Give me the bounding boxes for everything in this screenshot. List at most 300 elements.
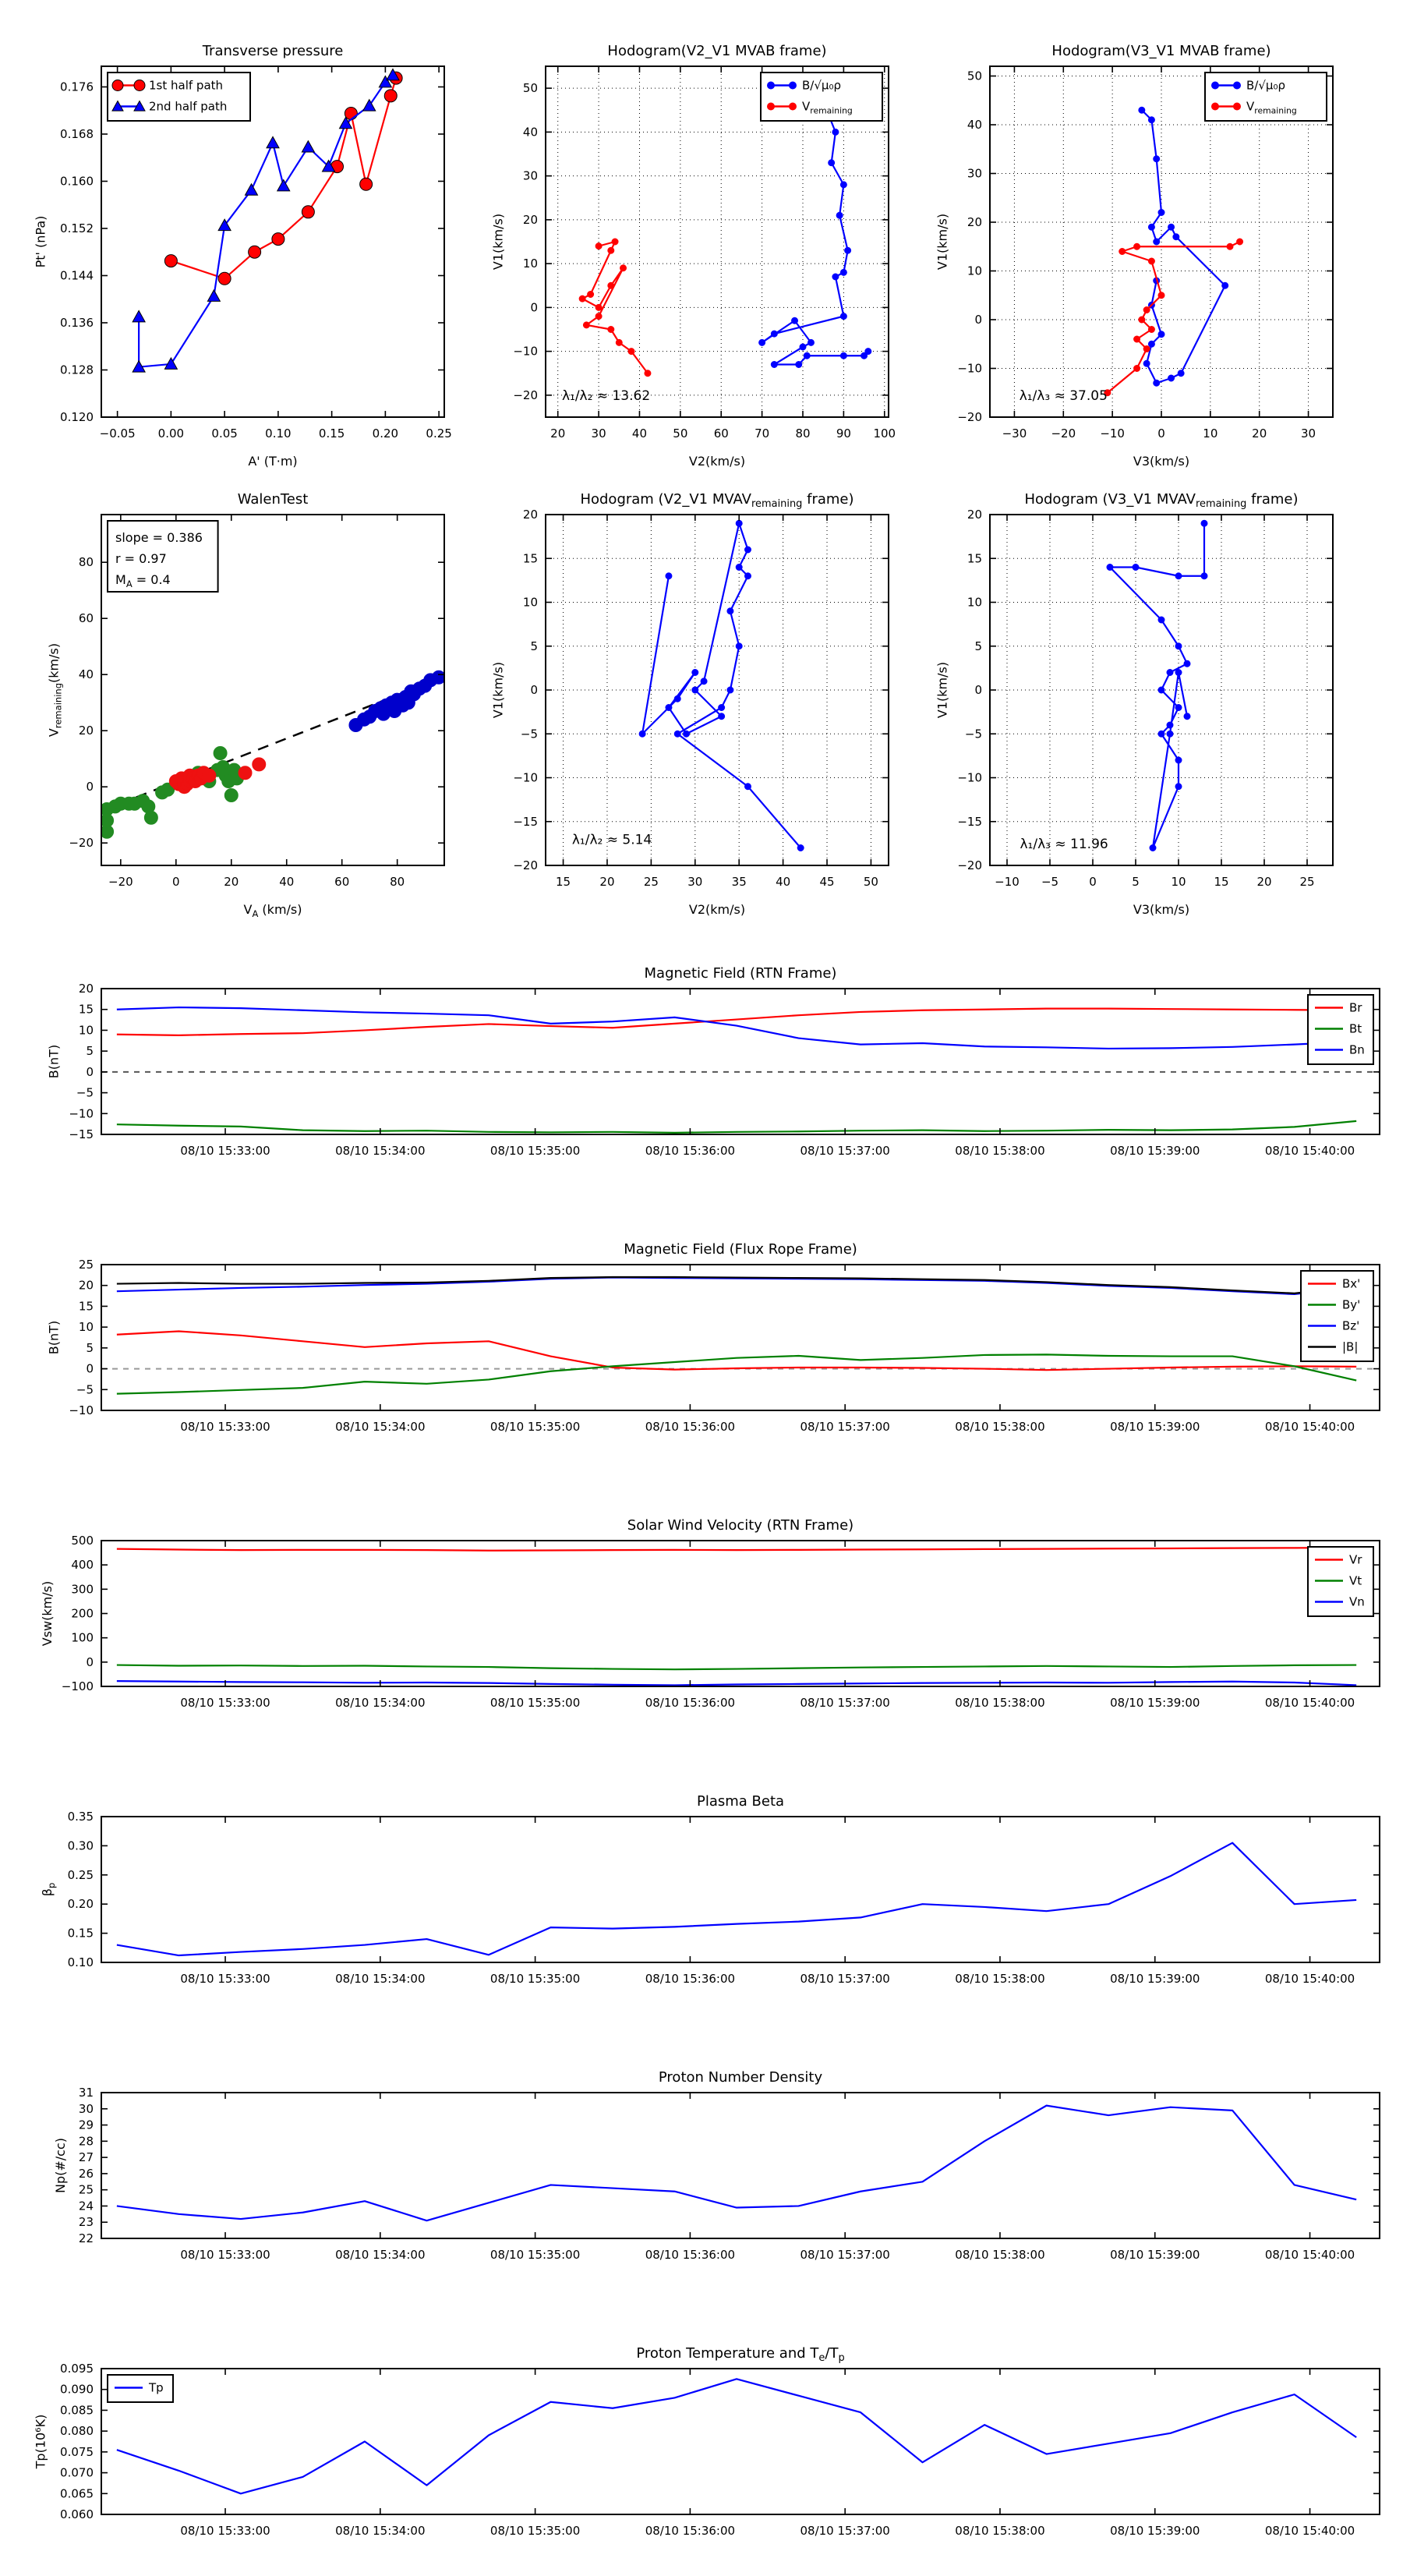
x-axis-label: A' (T·m) xyxy=(248,454,298,469)
dot-marker xyxy=(1167,722,1173,728)
series-group xyxy=(1104,107,1243,396)
y-tick-label: −15 xyxy=(513,814,538,829)
y-tick-label: 40 xyxy=(522,125,538,140)
y-tick-label: 0 xyxy=(86,1064,94,1079)
circle-marker xyxy=(302,206,314,218)
x-tick-label: −5 xyxy=(1041,875,1059,889)
legend-label: Tp xyxy=(149,2380,164,2395)
y-tick-label: 0 xyxy=(530,683,538,697)
dot-marker xyxy=(608,282,614,288)
y-tick-label: 300 xyxy=(71,1582,94,1597)
y-tick-label: 20 xyxy=(78,982,94,996)
chart-title: Hodogram(V2_V1 MVAB frame) xyxy=(607,43,827,59)
chart-vsw_rtn xyxy=(40,1517,1380,1710)
series-line xyxy=(762,101,868,365)
dot-marker xyxy=(804,352,810,359)
y-axis-label: Vsw(km/s) xyxy=(40,1580,55,1647)
y-tick-label: 0.25 xyxy=(67,1867,94,1882)
x-tick-label: 70 xyxy=(755,426,770,441)
x-tick-label: 08/10 15:33:00 xyxy=(180,1972,270,1986)
dot-marker xyxy=(790,103,797,110)
x-tick-label: 08/10 15:38:00 xyxy=(955,1144,1045,1158)
y-tick-label: 20 xyxy=(967,508,982,522)
y-tick-label: 30 xyxy=(967,166,982,181)
y-tick-label: 0.15 xyxy=(67,1926,94,1941)
dot-marker xyxy=(588,292,594,298)
circle-marker xyxy=(218,272,231,285)
circle-marker xyxy=(345,108,357,120)
dot-marker xyxy=(701,678,707,685)
dot-marker xyxy=(1175,757,1182,763)
y-tick-label: 20 xyxy=(967,215,982,229)
dot-marker xyxy=(1134,366,1140,372)
chart-title: Hodogram (V3_V1 $MVAV_{remaining}$ frame) xyxy=(1024,491,1299,510)
x-tick-label: 08/10 15:39:00 xyxy=(1110,1144,1200,1158)
dot-marker xyxy=(1148,258,1154,264)
series-group xyxy=(117,1548,1356,1685)
y-tick-label: 0 xyxy=(86,780,94,794)
dot-marker xyxy=(1148,327,1154,333)
dot-marker xyxy=(639,731,645,737)
x-tick-label: −0.05 xyxy=(99,426,136,441)
x-tick-label: 08/10 15:35:00 xyxy=(489,2524,581,2538)
x-tick-label: 08/10 15:39:00 xyxy=(1110,1972,1200,1986)
series-group xyxy=(117,2379,1356,2493)
y-axis-label: V1(km/s) xyxy=(935,213,950,271)
x-tick-label: 08/10 15:36:00 xyxy=(645,1144,736,1158)
dot-marker xyxy=(595,304,602,310)
x-tick-label: 08/10 15:37:00 xyxy=(800,1696,890,1710)
circle-marker xyxy=(388,705,401,718)
stats-line: $M_A = 0.4$ xyxy=(115,572,171,589)
y-tick-label: −5 xyxy=(76,1085,94,1100)
series-line xyxy=(1108,242,1240,393)
dot-marker xyxy=(744,784,751,790)
dot-marker xyxy=(1119,249,1126,255)
circle-marker xyxy=(432,671,445,684)
x-tick-label: 10 xyxy=(1171,875,1186,889)
dot-marker xyxy=(579,295,585,302)
dot-marker xyxy=(1134,336,1140,342)
y-tick-label: 23 xyxy=(78,2215,94,2230)
annotation: λ₁/λ₂ ≈ 13.62 xyxy=(561,387,651,404)
annotation: λ₁/λ₃ ≈ 11.96 xyxy=(1020,836,1108,852)
x-tick-label: 08/10 15:39:00 xyxy=(1110,2524,1200,2538)
chart-hodogram_v3v1_mvav xyxy=(935,491,1334,917)
y-tick-label: 0 xyxy=(974,683,982,697)
x-axis-label: V2(km/s) xyxy=(688,902,746,917)
legend-label: Br xyxy=(1349,1000,1362,1015)
dot-marker xyxy=(1175,670,1182,676)
x-tick-label: 08/10 15:36:00 xyxy=(645,1696,736,1710)
dot-marker xyxy=(832,129,839,135)
dot-marker xyxy=(1148,224,1154,230)
y-tick-label: 0.20 xyxy=(67,1897,94,1912)
axes-frame xyxy=(101,1541,1380,1686)
y-tick-label: 5 xyxy=(974,639,982,653)
dot-marker xyxy=(744,547,751,553)
circle-marker xyxy=(239,766,252,780)
y-tick-label: 80 xyxy=(78,555,94,570)
x-tick-label: 0 xyxy=(1089,875,1097,889)
x-tick-label: 08/10 15:35:00 xyxy=(489,1420,581,1434)
dot-marker xyxy=(1154,156,1160,162)
dot-marker xyxy=(808,339,814,345)
stats-line: slope = 0.386 xyxy=(115,530,203,545)
dot-marker xyxy=(616,339,622,345)
x-tick-label: 80 xyxy=(390,875,405,889)
triangle-marker xyxy=(207,290,220,301)
y-tick-label: 500 xyxy=(71,1534,94,1548)
x-tick-label: 08/10 15:34:00 xyxy=(335,1696,426,1710)
series-group xyxy=(117,1277,1359,1394)
dot-marker xyxy=(1143,307,1150,313)
y-axis-label: $V_{remaining}(km/s)$ xyxy=(46,642,64,738)
dot-marker xyxy=(1237,239,1243,245)
dot-marker xyxy=(768,103,775,110)
series-line xyxy=(1110,523,1204,847)
x-tick-label: 08/10 15:40:00 xyxy=(1264,1696,1355,1710)
y-tick-label: 0.075 xyxy=(60,2444,94,2459)
dot-marker xyxy=(595,243,602,249)
dot-marker xyxy=(1158,331,1164,338)
chart-title: Proton Temperature and $T_e/T_p$ xyxy=(636,2345,845,2364)
x-tick-label: 30 xyxy=(591,426,606,441)
x-axis-label: $V_A$ (km/s) xyxy=(243,902,302,919)
x-tick-label: 35 xyxy=(731,875,747,889)
annotation: λ₁/λ₂ ≈ 5.14 xyxy=(571,832,652,848)
series-group xyxy=(101,671,446,838)
dot-marker xyxy=(840,269,846,275)
y-tick-label: 10 xyxy=(522,257,538,271)
x-tick-label: 40 xyxy=(279,875,295,889)
chart-title: Hodogram(V3_V1 MVAB frame) xyxy=(1051,43,1271,59)
y-tick-label: 100 xyxy=(71,1630,94,1645)
dot-marker xyxy=(1175,784,1182,790)
legend-label: $V_{remaining}$ xyxy=(802,99,853,116)
x-tick-label: −20 xyxy=(1051,426,1076,441)
y-tick-label: 0.144 xyxy=(60,268,94,283)
dot-marker xyxy=(840,352,846,359)
chart-title: Proton Number Density xyxy=(658,2069,823,2086)
dot-marker xyxy=(583,322,589,328)
legend-label: Vr xyxy=(1349,1552,1362,1567)
circle-marker xyxy=(214,747,227,760)
y-tick-label: 200 xyxy=(71,1606,94,1621)
y-tick-label: 0.176 xyxy=(60,80,94,94)
dot-marker xyxy=(1167,731,1173,737)
legend-label: Bt xyxy=(1349,1021,1362,1036)
chart-hodogram_v3v1_mvab xyxy=(935,43,1334,469)
x-tick-label: 0.05 xyxy=(211,426,238,441)
chart-title: Transverse pressure xyxy=(202,43,344,59)
dot-marker xyxy=(1184,660,1190,667)
legend-label: Bn xyxy=(1349,1042,1365,1057)
x-tick-label: 08/10 15:35:00 xyxy=(489,1972,581,1986)
legend-label: |B| xyxy=(1342,1339,1359,1354)
dot-marker xyxy=(1175,643,1182,649)
chart-b_rtn xyxy=(47,965,1380,1158)
x-tick-label: 08/10 15:40:00 xyxy=(1264,1420,1355,1434)
y-tick-label: 25 xyxy=(78,2182,94,2197)
y-tick-label: 0.065 xyxy=(60,2486,94,2501)
x-tick-label: 08/10 15:35:00 xyxy=(489,1696,581,1710)
circle-marker xyxy=(164,255,177,267)
y-tick-label: −20 xyxy=(957,410,982,424)
y-tick-label: 10 xyxy=(78,1023,94,1038)
chart-b_fluxrope xyxy=(47,1241,1380,1434)
x-tick-label: 08/10 15:38:00 xyxy=(955,1420,1045,1434)
y-tick-label: 0.070 xyxy=(60,2465,94,2480)
dot-marker xyxy=(674,731,680,737)
dot-marker xyxy=(1168,375,1175,381)
triangle-marker xyxy=(363,100,376,111)
x-tick-label: 08/10 15:40:00 xyxy=(1264,1972,1355,1986)
x-tick-label: 08/10 15:35:00 xyxy=(489,2248,581,2262)
dot-marker xyxy=(1201,573,1207,579)
dot-marker xyxy=(1148,117,1154,123)
x-tick-label: 08/10 15:39:00 xyxy=(1110,1420,1200,1434)
annotation: λ₁/λ₃ ≈ 37.05 xyxy=(1019,387,1108,404)
dot-marker xyxy=(1134,243,1140,249)
y-tick-label: 0 xyxy=(530,300,538,315)
y-tick-label: 0.168 xyxy=(60,126,94,141)
y-tick-label: 15 xyxy=(78,1002,94,1017)
y-tick-label: −10 xyxy=(957,361,982,376)
dot-marker xyxy=(840,313,846,320)
series-line xyxy=(117,1665,1356,1670)
dot-marker xyxy=(790,82,797,89)
y-tick-label: −10 xyxy=(69,1106,94,1121)
x-axis-label: V2(km/s) xyxy=(688,454,746,469)
dot-marker xyxy=(1150,845,1156,851)
x-tick-label: 08/10 15:33:00 xyxy=(180,1144,270,1158)
stats-line: r = 0.97 xyxy=(115,551,167,566)
x-tick-label: 50 xyxy=(673,426,688,441)
dot-marker xyxy=(1158,292,1164,299)
chart-tp xyxy=(34,2345,1380,2538)
triangle-marker xyxy=(302,141,314,152)
triangle-marker xyxy=(164,358,177,369)
y-tick-label: 31 xyxy=(78,2086,94,2100)
chart-title: Magnetic Field (Flux Rope Frame) xyxy=(624,1241,857,1258)
x-tick-label: 08/10 15:33:00 xyxy=(180,1696,270,1710)
x-tick-label: 08/10 15:38:00 xyxy=(955,1972,1045,1986)
dot-marker xyxy=(865,349,871,355)
legend-label: 1st half path xyxy=(149,78,224,93)
x-tick-label: 20 xyxy=(224,875,239,889)
y-tick-label: 30 xyxy=(78,2101,94,2116)
y-tick-label: 29 xyxy=(78,2118,94,2132)
x-tick-label: 08/10 15:33:00 xyxy=(180,2524,270,2538)
series-line xyxy=(117,1007,1356,1049)
chart-title: Magnetic Field (RTN Frame) xyxy=(644,965,837,982)
y-tick-label: 20 xyxy=(522,212,538,227)
x-tick-label: 100 xyxy=(873,426,896,441)
legend-label: B/√μ₀ρ xyxy=(1246,78,1285,93)
x-tick-label: 10 xyxy=(1203,426,1218,441)
x-tick-label: 08/10 15:34:00 xyxy=(335,2248,426,2262)
dot-marker xyxy=(1212,82,1219,89)
chart-walen_test xyxy=(47,491,446,919)
y-axis-label: V1(km/s) xyxy=(935,661,950,719)
chart-title: WalenTest xyxy=(237,491,309,508)
dot-marker xyxy=(628,349,634,355)
y-tick-label: −10 xyxy=(513,770,538,785)
dot-marker xyxy=(1184,713,1190,720)
series-line xyxy=(117,1681,1356,1685)
y-tick-label: 400 xyxy=(71,1558,94,1573)
y-axis-label: Pt' (nPa) xyxy=(33,215,48,268)
y-tick-label: 0 xyxy=(86,1654,94,1669)
chart-title: Solar Wind Velocity (RTN Frame) xyxy=(627,1517,854,1534)
y-tick-label: −20 xyxy=(69,836,94,851)
y-axis-label: V1(km/s) xyxy=(490,213,506,271)
dot-marker xyxy=(836,212,843,218)
x-tick-label: 08/10 15:39:00 xyxy=(1110,1696,1200,1710)
dot-marker xyxy=(1158,210,1164,216)
y-tick-label: 15 xyxy=(522,551,538,566)
y-tick-label: 10 xyxy=(78,1320,94,1335)
y-tick-label: 0.128 xyxy=(60,363,94,377)
dot-marker xyxy=(674,695,680,702)
y-tick-label: 0.085 xyxy=(60,2403,94,2418)
dot-marker xyxy=(771,362,777,368)
series-line xyxy=(117,1354,1356,1393)
chart-title: Hodogram (V2_V1 $MVAV_{remaining}$ frame) xyxy=(580,491,854,510)
series-line xyxy=(117,1009,1356,1035)
x-tick-label: 08/10 15:40:00 xyxy=(1264,2248,1355,2262)
series-line xyxy=(642,523,800,847)
x-tick-label: 08/10 15:36:00 xyxy=(645,2524,736,2538)
y-axis-label: B(nT) xyxy=(46,1044,62,1079)
x-tick-label: 45 xyxy=(819,875,835,889)
dot-marker xyxy=(832,274,839,280)
dot-marker xyxy=(771,331,777,337)
x-tick-label: 08/10 15:37:00 xyxy=(800,1420,890,1434)
y-tick-label: 25 xyxy=(78,1258,94,1272)
circle-marker xyxy=(101,825,114,838)
y-tick-label: −5 xyxy=(520,727,538,741)
chart-transverse_pressure xyxy=(34,43,452,469)
x-tick-label: 40 xyxy=(631,426,648,441)
x-tick-label: 08/10 15:34:00 xyxy=(335,1972,426,1986)
y-tick-label: 0.060 xyxy=(60,2507,94,2521)
x-tick-label: 08/10 15:36:00 xyxy=(645,1972,736,1986)
dot-marker xyxy=(845,247,851,253)
x-tick-label: 08/10 15:39:00 xyxy=(1110,2248,1200,2262)
y-tick-label: −15 xyxy=(957,814,982,829)
x-tick-label: 25 xyxy=(643,875,659,889)
x-tick-label: 08/10 15:40:00 xyxy=(1264,1144,1355,1158)
y-axis-label: B(nT) xyxy=(46,1320,62,1355)
y-tick-label: 0.35 xyxy=(67,1810,94,1824)
y-tick-label: 50 xyxy=(522,81,538,96)
dot-marker xyxy=(1173,234,1179,240)
y-tick-label: 60 xyxy=(78,611,94,626)
y-tick-label: −10 xyxy=(69,1403,94,1417)
dot-marker xyxy=(1158,731,1164,737)
dot-marker xyxy=(1154,239,1160,245)
x-tick-label: 40 xyxy=(776,875,791,889)
x-tick-label: 20 xyxy=(599,875,615,889)
x-tick-label: 08/10 15:37:00 xyxy=(800,2248,890,2262)
x-tick-label: 50 xyxy=(863,875,878,889)
x-tick-label: 80 xyxy=(795,426,811,441)
x-tick-label: 30 xyxy=(687,875,703,889)
circle-marker xyxy=(249,246,261,258)
dot-marker xyxy=(1234,82,1241,89)
x-tick-label: 25 xyxy=(1299,875,1315,889)
y-axis-label: V1(km/s) xyxy=(490,661,506,719)
x-tick-label: 0 xyxy=(172,875,180,889)
x-tick-label: 08/10 15:38:00 xyxy=(955,2248,1045,2262)
series-line xyxy=(117,1548,1356,1551)
x-tick-label: 0.15 xyxy=(318,426,345,441)
series-group xyxy=(1107,520,1207,851)
x-tick-label: 08/10 15:37:00 xyxy=(800,1144,890,1158)
series-group xyxy=(117,1007,1356,1133)
dot-marker xyxy=(1139,107,1145,113)
dot-marker xyxy=(1227,243,1233,249)
dot-marker xyxy=(1168,224,1175,230)
y-tick-label: 50 xyxy=(967,69,982,83)
y-tick-label: 0.136 xyxy=(60,315,94,330)
dot-marker xyxy=(1158,687,1164,693)
y-tick-label: 0.30 xyxy=(67,1838,94,1853)
y-tick-label: 15 xyxy=(967,551,982,566)
chart-hodogram_v2v1_mvab xyxy=(491,43,896,469)
dot-marker xyxy=(792,317,798,324)
dot-marker xyxy=(800,344,806,350)
axes-frame xyxy=(101,2093,1380,2238)
series-line xyxy=(117,1843,1356,1955)
dot-marker xyxy=(645,370,651,377)
y-tick-label: 26 xyxy=(78,2166,94,2181)
y-tick-label: 20 xyxy=(78,1278,94,1293)
series-group xyxy=(117,1843,1356,1955)
y-tick-label: −15 xyxy=(69,1127,94,1141)
dot-marker xyxy=(719,705,725,711)
x-tick-label: −20 xyxy=(108,875,133,889)
legend-label: Vt xyxy=(1349,1573,1362,1588)
dot-marker xyxy=(692,670,698,676)
circle-marker xyxy=(253,758,266,771)
y-tick-label: 10 xyxy=(967,264,982,278)
x-tick-label: 08/10 15:36:00 xyxy=(645,1420,736,1434)
dot-marker xyxy=(736,520,742,526)
x-tick-label: 0 xyxy=(1157,426,1165,441)
dot-marker xyxy=(829,160,835,166)
dot-marker xyxy=(608,247,614,253)
y-tick-label: 40 xyxy=(78,667,94,682)
x-tick-label: 0.10 xyxy=(265,426,292,441)
dot-marker xyxy=(1139,317,1145,323)
x-axis-label: V3(km/s) xyxy=(1133,454,1190,469)
series-line xyxy=(117,1121,1356,1133)
dot-marker xyxy=(620,265,627,271)
y-tick-label: 0.120 xyxy=(60,410,94,424)
y-tick-label: 5 xyxy=(530,639,538,653)
y-tick-label: 27 xyxy=(78,2150,94,2165)
circle-marker xyxy=(144,811,157,824)
chart-title: Plasma Beta xyxy=(696,1793,785,1810)
y-tick-label: 0.080 xyxy=(60,2424,94,2439)
dot-marker xyxy=(666,705,672,711)
x-tick-label: 15 xyxy=(1214,875,1229,889)
triangle-marker xyxy=(277,180,290,191)
circle-marker xyxy=(203,769,216,782)
